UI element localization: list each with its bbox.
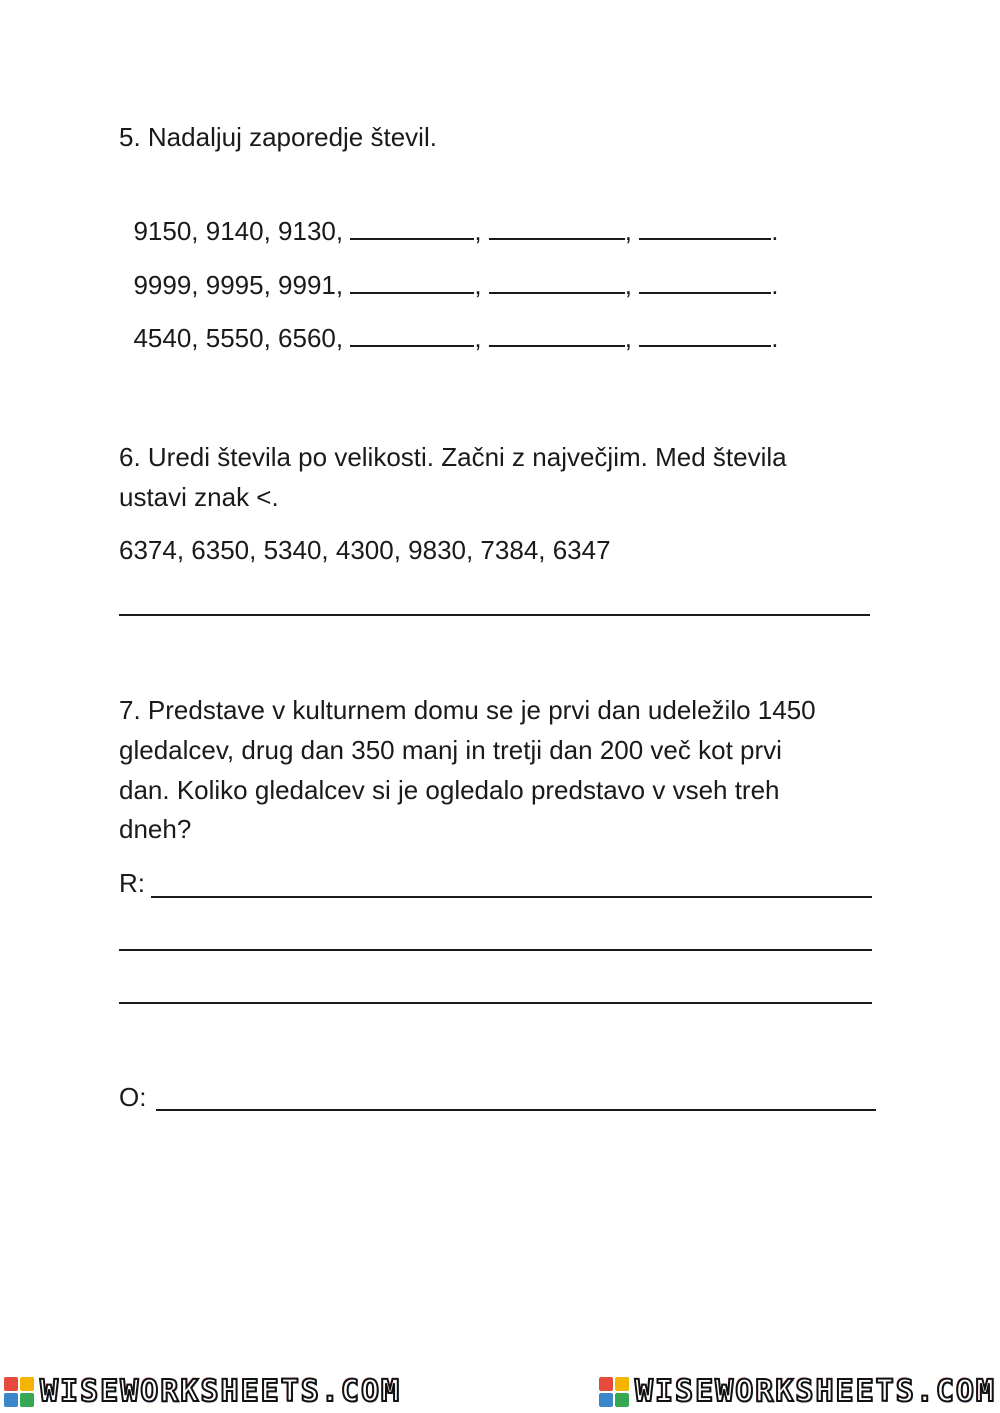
separator: ,: [624, 270, 640, 300]
answer-line[interactable]: [119, 614, 870, 616]
task7-text-line4: dneh?: [119, 814, 192, 844]
answer-blank[interactable]: [350, 321, 474, 347]
final-answer-line[interactable]: [156, 1109, 876, 1111]
task6-instruction-line2: ustavi znak <.: [119, 482, 279, 512]
sequence-start: 9999, 9995, 9991,: [133, 270, 351, 300]
sequence-start: 4540, 5550, 6560,: [133, 323, 351, 353]
separator: .: [771, 323, 779, 353]
wordmark: WISEWORKSHEETS.COM: [634, 1374, 996, 1409]
calculation-line[interactable]: [119, 1002, 872, 1004]
answer-label: O:: [119, 1082, 147, 1112]
brand: [599, 1374, 996, 1410]
separator: ,: [474, 216, 489, 246]
separator: ,: [624, 323, 640, 353]
sequence-start: 9150, 9140, 9130,: [133, 216, 351, 246]
answer-blank[interactable]: [639, 321, 771, 347]
separator: .: [771, 216, 779, 246]
task6-instruction-line1: 6. Uredi števila po velikosti. Začni z največjim. Med števila: [119, 442, 787, 472]
calculation-label: R:: [119, 868, 145, 898]
sequence-row: [119, 278, 778, 358]
separator: ,: [474, 270, 489, 300]
wordmark: WISEWORKSHEETS.COM: [40, 1374, 402, 1409]
wiseworksheets-logo-icon: [4, 1377, 34, 1407]
separator: ,: [474, 323, 489, 353]
footer-watermark: [0, 1372, 1000, 1412]
separator: .: [771, 270, 779, 300]
separator: ,: [624, 216, 640, 246]
wiseworksheets-logo-icon: [599, 1377, 629, 1407]
answer-blank[interactable]: [489, 321, 625, 347]
task7-text-line1: 7. Predstave v kulturnem domu se je prvi dan udeležilo 1450: [119, 695, 816, 725]
calculation-line[interactable]: [119, 949, 872, 951]
task7-text-line3: dan. Koliko gledalcev si je ogledalo predstavo v vseh treh: [119, 775, 780, 805]
task5-title: 5. Nadaljuj zaporedje števil.: [119, 122, 437, 152]
calculation-line[interactable]: [151, 896, 872, 898]
brand: [4, 1374, 401, 1410]
task7-text-line2: gledalcev, drug dan 350 manj in tretji dan 200 več kot prvi: [119, 735, 782, 765]
task6-numbers: 6374, 6350, 5340, 4300, 9830, 7384, 6347: [119, 535, 611, 565]
